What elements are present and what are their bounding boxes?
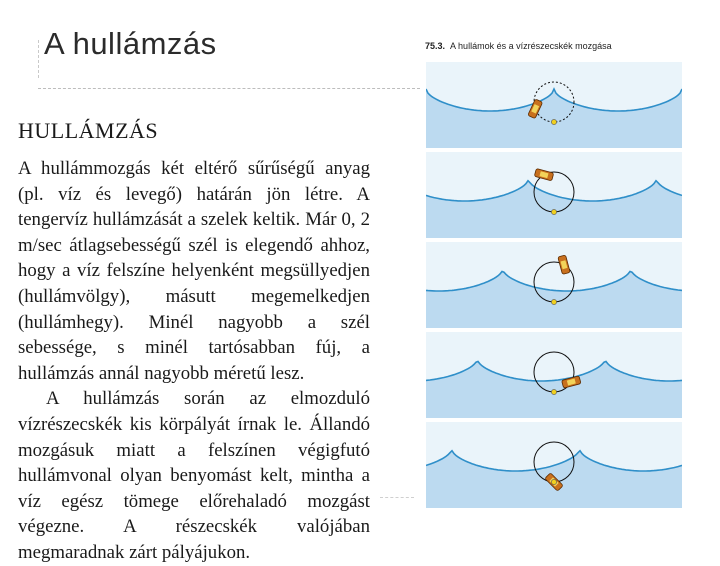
slide-title: A hullámzás bbox=[44, 26, 217, 61]
title-divider bbox=[38, 88, 420, 89]
particle-dot bbox=[551, 119, 556, 124]
paragraph-1: A hullámmozgás két eltérő sűrűségű anyag (pl. víz és levegő) határán jön létre. A tengervíz hullámzását a szelek keltik. Már 0, 2 m/sec átlagsebességű szél is elegendő ahhoz, hogy a víz felszíne helyenként megsüllyedjen (hullámvölgy), másutt megemelkedjen (hullámhegy). Minél nagyobb a szél sebessége, s minél tartósabban fúj, a hullámzás annál nagyobb méretű lesz. bbox=[18, 158, 370, 384]
particle-dot bbox=[551, 389, 556, 394]
bottom-divider bbox=[380, 497, 414, 498]
particle-dot bbox=[551, 479, 556, 484]
figure-caption-text: A hullámok és a vízrészecskék mozgása bbox=[450, 41, 612, 51]
article-heading: HULLÁMZÁS bbox=[18, 118, 159, 143]
particle-dot bbox=[551, 209, 556, 214]
wave-panel-5 bbox=[426, 422, 682, 508]
paragraph-2: A hullámzás során az elmozduló vízrészecskék kis körpályát írnak le. Állandó mozgásuk miatt a felszínen végigfutó hullámvonal olyan benyomást kelt, mintha a víz egész tömege előrehaladó mozgást végezne. A részecskék valójában megmaradnak zárt pályájukon. bbox=[18, 388, 370, 563]
figure-number: 75.3. bbox=[425, 41, 446, 51]
particle-dot bbox=[551, 299, 556, 304]
wave-panel-2 bbox=[426, 152, 682, 238]
wave-panel-3 bbox=[426, 242, 682, 328]
wave-figure bbox=[426, 62, 682, 512]
title-divider-vertical bbox=[38, 40, 39, 78]
article-text bbox=[18, 118, 370, 566]
figure-caption bbox=[425, 41, 612, 51]
wave-panel-1 bbox=[426, 62, 682, 148]
wave-panel-4 bbox=[426, 332, 682, 418]
